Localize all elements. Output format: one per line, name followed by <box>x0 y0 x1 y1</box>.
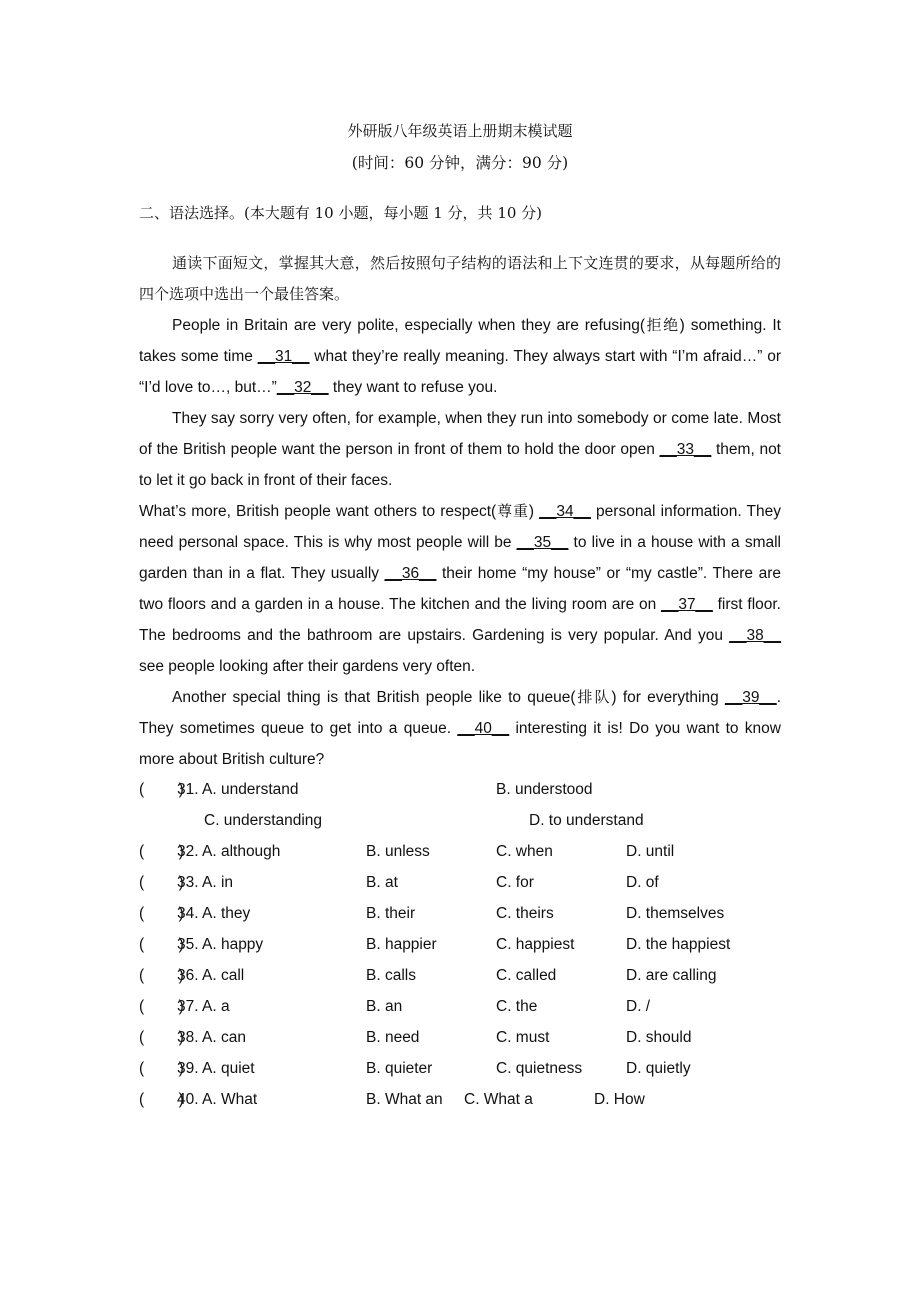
option-c: C. quietness <box>496 1060 583 1077</box>
question-31 <box>139 774 839 805</box>
blank-33: __33__ <box>659 441 712 458</box>
text: Another special thing is that British people like to queue( <box>172 689 576 706</box>
text: they want to refuse you. <box>328 379 498 396</box>
option-c: C. when <box>496 843 553 860</box>
answer-paren[interactable]: ( ) <box>139 936 184 953</box>
blank-38: __38__ <box>729 627 781 644</box>
blank-40: __40__ <box>457 720 510 737</box>
passage-paragraph-1 <box>139 310 781 403</box>
option-a: 36. A. call <box>177 967 245 984</box>
option-b: B. happier <box>366 936 437 953</box>
text: interesting it is! Do you want to know more about British culture? <box>139 720 781 768</box>
option-d: D. How <box>594 1091 645 1108</box>
answer-paren[interactable]: ( ) <box>139 1029 184 1046</box>
option-a: 31. A. understand <box>177 781 299 798</box>
option-b: B. understood <box>496 781 593 798</box>
option-b: B. What an <box>366 1091 443 1108</box>
option-b: B. quieter <box>366 1060 433 1077</box>
answer-paren[interactable]: ( ) <box>139 874 184 891</box>
option-d: D. quietly <box>626 1060 691 1077</box>
blank-39: __39__ <box>724 689 777 706</box>
question-34 <box>139 898 839 929</box>
option-a: 32. A. although <box>177 843 281 860</box>
text: their home “my house” or “my castle”. There are two floors and a garden in a house. The kitchen and the living room are on <box>139 565 782 613</box>
option-b: B. need <box>366 1029 420 1046</box>
text-cn: 拒绝 <box>645 316 680 334</box>
blank-34: __34__ <box>539 503 591 520</box>
text: them, not to let it go back in front of their faces. <box>139 441 781 489</box>
option-a: 35. A. happy <box>177 936 264 953</box>
answer-paren[interactable]: ( ) <box>139 998 184 1015</box>
question-39 <box>139 1053 839 1084</box>
question-33 <box>139 867 839 898</box>
option-b: B. an <box>366 998 403 1015</box>
question-35 <box>139 929 839 960</box>
option-d: D. / <box>626 998 651 1015</box>
text: ) <box>528 503 540 520</box>
question-38 <box>139 1022 839 1053</box>
option-a: 34. A. they <box>177 905 251 922</box>
option-c: C. happiest <box>496 936 575 953</box>
text: to live in a house with a small garden than in a flat. They usually <box>139 534 781 582</box>
answer-paren[interactable]: ( ) <box>139 967 184 984</box>
answer-paren[interactable]: ( ) <box>139 843 184 860</box>
passage-paragraph-4 <box>139 682 781 775</box>
text: . They sometimes queue to get into a queue. <box>139 689 781 737</box>
option-a: 40. A. What <box>177 1091 258 1108</box>
text-cn: 尊重 <box>496 502 529 520</box>
option-a: 38. A. can <box>177 1029 246 1046</box>
option-a: 39. A. quiet <box>177 1060 255 1077</box>
option-d: D. themselves <box>626 905 725 922</box>
blank-31: __31__ <box>257 348 310 365</box>
blank-37: __37__ <box>661 596 713 613</box>
option-c: C. for <box>496 874 534 891</box>
option-c: C. the <box>496 998 538 1015</box>
option-b: B. calls <box>366 967 416 984</box>
text: What’s more, British people want others to respect( <box>139 503 497 520</box>
option-d: D. are calling <box>626 967 717 984</box>
page-title: 外研版八年级英语上册期末模试题 <box>347 122 573 140</box>
text: ) something. It takes some time <box>139 317 781 365</box>
text: see people looking after their gardens very often. <box>139 658 476 675</box>
text-cn: 排队 <box>575 688 612 706</box>
blank-36: __36__ <box>384 565 437 582</box>
answer-paren[interactable]: ( ) <box>139 781 184 798</box>
text: They say sorry very often, for example, when they run into somebody or come late. Most of the British people want the person in front of them to hold the door open <box>139 410 781 458</box>
option-c: C. called <box>496 967 557 984</box>
option-d: D. to understand <box>529 812 644 829</box>
option-c: C. must <box>496 1029 550 1046</box>
text: People in Britain are very polite, especially when they are refusing( <box>172 317 646 334</box>
option-a: 37. A. a <box>177 998 230 1015</box>
option-c: C. understanding <box>204 812 323 829</box>
passage-paragraph-2 <box>139 403 781 496</box>
blank-32: __32__ <box>276 379 329 396</box>
blank-35: __35__ <box>516 534 569 551</box>
option-a: 33. A. in <box>177 874 234 891</box>
text: what they’re really meaning. They always start with “I’m afraid…” or “I’d love to…, but…” <box>139 348 781 396</box>
option-d: D. the happiest <box>626 936 731 953</box>
option-c: C. theirs <box>496 905 554 922</box>
option-b: B. unless <box>366 843 430 860</box>
answer-paren[interactable]: ( ) <box>139 1091 184 1108</box>
question-37 <box>139 991 839 1022</box>
option-d: D. should <box>626 1029 692 1046</box>
option-b: B. at <box>366 874 398 891</box>
option-b: B. their <box>366 905 416 922</box>
option-d: D. of <box>626 874 659 891</box>
option-c: C. What a <box>464 1091 533 1108</box>
instructions: 通读下面短文，掌握其大意，然后按照句子结构的语法和上下文连贯的要求，从每题所给的四个选项中选出一个最佳答案。 <box>139 254 781 303</box>
question-31-line-2 <box>139 805 839 836</box>
answer-paren[interactable]: ( ) <box>139 905 184 922</box>
text: first floor. The bedrooms and the bathroom are upstairs. Gardening is very popular. And you <box>139 596 781 644</box>
answer-paren[interactable]: ( ) <box>139 1060 184 1077</box>
question-36 <box>139 960 839 991</box>
text: ) for everything <box>611 689 725 706</box>
page-subtitle: (时间：60 分钟，满分：90 分) <box>351 154 569 172</box>
passage-paragraph-3 <box>139 496 781 682</box>
question-40 <box>139 1084 839 1115</box>
text: personal information. They need personal space. This is why most people will be <box>139 503 781 551</box>
question-32 <box>139 836 839 867</box>
option-d: D. until <box>626 843 675 860</box>
section-heading: 二、语法选择。(本大题有 10 小题，每小题 1 分，共 10 分) <box>139 204 543 222</box>
